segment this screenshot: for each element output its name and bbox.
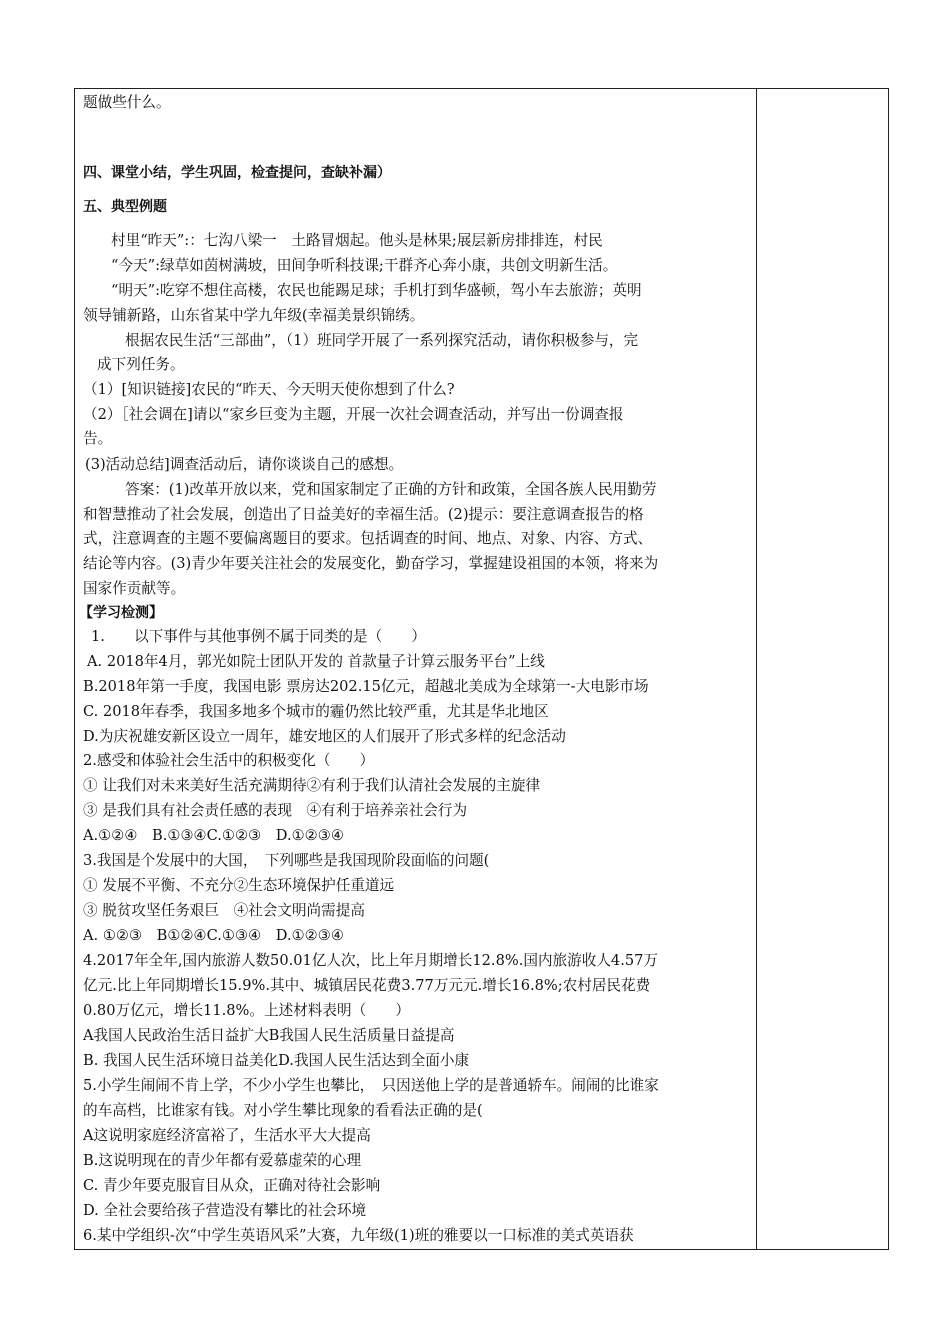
test-question: 2.感受和体验社会生活中的积极变化（ ） bbox=[83, 752, 375, 769]
example-line: 根据农民生活“三部曲”，（1）班同学开展了一系列探究活动，请你积极参与，完 bbox=[125, 332, 639, 349]
example-line: 村里“昨天”:：七沟八梁一 土路冒烟起。他头是林果;展层新房排排连，村民 bbox=[111, 232, 603, 249]
example-line: “今天”:绿草如茵树满坡，田间争听科技课;干群齐心奔小康，共创文明新生活。 bbox=[111, 257, 618, 274]
test-question: 4.2017年全年,国内旅游人数50.01亿人次，比上年月期增长12.8%.国内旅游收人4.57万 bbox=[83, 952, 659, 969]
test-question: 亿元.比上年同期增长15.9%.其中、城镇居民花费3.77万元元.增长16.8%;农村居民花费 bbox=[83, 977, 651, 994]
answer-line: 和智慧推动了社会发展，创造出了日益美好的幸福生活。(2)提示：要注意调查报告的格 bbox=[83, 506, 644, 523]
test-question: 0.80万亿元，增长11.8%。上述材料表明（ ） bbox=[83, 1002, 410, 1019]
test-question: 5.小学生闹闹不肯上学，不少小学生也攀比， 只因送他上学的是普通轿车。闹闹的比谁家 bbox=[83, 1077, 659, 1094]
question-line: 告。 bbox=[83, 430, 113, 447]
test-option: A这说明家庭经济富裕了，生活水平大大提高 bbox=[83, 1127, 371, 1144]
test-option: ① 让我们对未来美好生活充满期待②有利于我们认清社会发展的主旋律 bbox=[83, 777, 541, 794]
test-option: ③ 是我们具有社会责任感的表现 ④有利于培养亲社会行为 bbox=[83, 802, 468, 819]
test-option: A. ①②③ B①②④C.①③④ D.①②③④ bbox=[83, 927, 344, 944]
test-option: ③ 脱贫攻坚任务艰巨 ④社会文明尚需提高 bbox=[83, 902, 365, 919]
example-line: 成下列任务。 bbox=[97, 356, 185, 373]
test-option: B. 我国人民生活环境日益美化D.我国人民生活达到全面小康 bbox=[83, 1052, 470, 1069]
test-option: D. 全社会要给孩子营造没有攀比的社会环境 bbox=[83, 1202, 367, 1219]
question-line: （2）［社会调在]请以“家乡巨变为主题，开展一次社会调查活动，并写出一份调查报 bbox=[83, 406, 624, 423]
test-option: A我国人民政治生活日益扩大B我国人民生活质量日益提高 bbox=[83, 1027, 455, 1044]
test-question: 的车高档，比谁家有钱。对小学生攀比现象的看看法正确的是( bbox=[83, 1102, 483, 1119]
test-question: 1. 以下事件与其他事例不属于同类的是（ ） bbox=[91, 628, 426, 645]
question-line: (3)活动总结]调查活动后，请你谈谈自己的感想。 bbox=[85, 456, 404, 473]
test-question: 3.我国是个发展中的大国， 下列哪些是我国现阶段面临的问题( bbox=[83, 852, 490, 869]
answer-line: 答案：(1)改革开放以来，党和国家制定了正确的方针和政策，全国各族人民用勤劳 bbox=[125, 481, 657, 498]
notes-column bbox=[757, 89, 888, 1249]
test-option: A. 2018年4月，郭光如院士团队开发的 首款量子计算云服务平台”上线 bbox=[87, 653, 545, 670]
answer-line: 国家作贡献等。 bbox=[83, 580, 186, 597]
answer-line: 式，注意调查的主题不要偏离题目的要求。包括调查的时间、地点、对象、内容、方式、 bbox=[83, 530, 653, 547]
question-line: （1）[知识链接]农民的“昨天、今天明天使你想到了什么? bbox=[83, 381, 455, 398]
section-heading-test: 【学习检测】 bbox=[79, 605, 163, 621]
content-column bbox=[75, 89, 757, 1249]
example-line: “明天”:吃穿不想住高楼，农民也能踢足球；手机打到华盛顿，驾小车去旅游；英明 bbox=[111, 282, 642, 299]
test-question: 6.某中学组织-次“中学生英语风采”大赛，九年级(1)班的雅要以一口标准的美式英语获 bbox=[83, 1227, 634, 1244]
section-heading-examples: 五、典型例题 bbox=[83, 199, 167, 215]
section-heading-summary: 四、课堂小结，学生巩固，检查提问，查缺补漏） bbox=[83, 165, 391, 181]
test-option: A.①②④ B.①③④C.①②③ D.①②③④ bbox=[83, 827, 344, 844]
test-option: ① 发展不平衡、不充分②生态环境保护任重道远 bbox=[83, 877, 395, 894]
test-option: D.为庆祝雄安新区设立一周年，雄安地区的人们展开了形式多样的纪念活动 bbox=[83, 728, 566, 745]
example-line: 领导铺新路，山东省某中学九年级(幸福美景织锦绣。 bbox=[83, 307, 425, 324]
test-option: B.这说明现在的青少年都有爱慕虚荣的心理 bbox=[83, 1152, 362, 1169]
answer-line: 结论等内容。(3)青少年要关注社会的发展变化，勤奋学习，掌握建设祖国的本领，将来为 bbox=[83, 555, 659, 572]
test-option: B.2018年第一手度，我国电影 票房达202.15亿元，超越北美成为全球第一-大电影市场 bbox=[83, 678, 649, 695]
lesson-table bbox=[74, 88, 889, 1250]
test-option: C. 青少年要克服盲目从众，正确对待社会影响 bbox=[83, 1177, 381, 1194]
text-line: 题做些什么。 bbox=[83, 94, 171, 111]
test-option: C. 2018年春季，我国多地多个城市的霾仍然比较严重，尤其是华北地区 bbox=[83, 703, 549, 720]
